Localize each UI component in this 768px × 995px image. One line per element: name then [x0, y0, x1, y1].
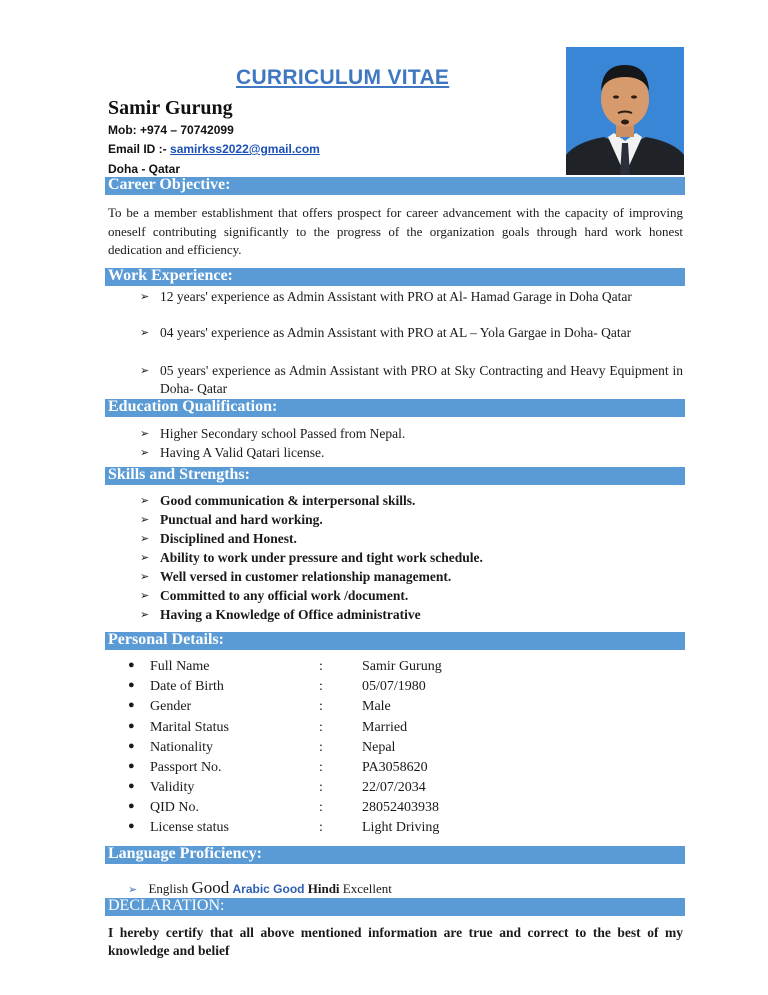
- arrow-bullet-icon: ➢: [140, 589, 150, 602]
- section-work-experience: [105, 268, 685, 286]
- arrow-bullet-icon: ➢: [140, 494, 150, 507]
- hindi-level: Excellent: [342, 881, 392, 896]
- bullet-icon: ●: [128, 800, 135, 812]
- section-declaration: [105, 898, 685, 916]
- section-skills: [105, 467, 685, 485]
- section-title: Personal Details:: [108, 631, 224, 648]
- document-title: CURRICULUM VITAE: [236, 66, 450, 89]
- arrow-bullet-icon: ➢: [140, 364, 150, 377]
- english-label: English: [148, 881, 189, 896]
- section-education: [105, 399, 685, 417]
- email-label: Email ID :-: [108, 142, 167, 156]
- list-item: ➢ Good communication & interpersonal skills.: [140, 493, 416, 508]
- hindi-label: Hindi: [307, 881, 340, 896]
- arrow-bullet-icon: ➢: [140, 608, 150, 621]
- bullet-icon: ●: [128, 659, 135, 671]
- section-title: Skills and Strengths:: [108, 466, 250, 483]
- list-item: ➢ 05 years' experience as Admin Assistant with PRO at Sky Contracting and Heavy Equipment in Doha- Qatar: [140, 363, 683, 396]
- bullet-icon: ●: [128, 699, 135, 711]
- candidate-name: Samir Gurung: [108, 97, 233, 119]
- arrow-bullet-icon: ➢: [128, 883, 138, 896]
- cv-page: CURRICULUM VITAE Samir Gurung Mob: +974 – 70742099 Email ID :- samirkss2022@gmail.com Doha - Qatar Career Objective: To be a member establishment that offers prospect for career advancement with the capacity of improving oneself contributing significantly to the progress of the organization goals through hard work honest dedication and efficiency. Work Experience: ➢ 12 years' experience as Admin Assistant with PRO at Al- Hamad Garage in Doha Qatar ➢ 04 years' experience as Admin Assistant with PRO at AL – Yola Gargae in Doha- Qatar ➢ 05 years' experience as Admin Assistant with PRO at Sky Contracting and Heavy Equipment in Doha- Qatar Education Qualification: ➢ Higher Secondary school Passed from Nepal. ➢ Having A Valid Qatari license. Skills and Strengths: ➢ Good communication & interpersonal skills. ➢ Punctual and hard working. ➢ Disciplined and Honest. ➢ Ability to work under pressure and tight work schedule. ➢ Well versed in customer relationship management. ➢ Committed to any official work /document. ➢ Having a Knowledge of Office administrative Personal Details: ● Full Name : Samir Gurung ● Date of Birth : 05/07/1980 ● Gender : Male ● Marital Status : Married ● Nationality : Nepal ● Passport No. : PA3058620 ● Validity : 22/07/2034 ● QID No. : 28052403938 ● License status : Light Driving Language Proficiency: ➢ English Good Arabic Good Hindi Excellent DECLARATION: I hereby certify that all above mentioned information are true and correct to the best of my knowledge and belief: [0, 0, 768, 995]
- arabic-level: Arabic Good: [232, 882, 305, 896]
- section-title: Work Experience:: [108, 267, 233, 284]
- bullet-icon: ●: [128, 780, 135, 792]
- list-item: ➢ Punctual and hard working.: [140, 512, 323, 527]
- list-item: ➢ 12 years' experience as Admin Assistant with PRO at Al- Hamad Garage in Doha Qatar: [140, 289, 632, 304]
- profile-photo: [566, 47, 684, 175]
- list-item: ➢ Higher Secondary school Passed from Nepal.: [140, 426, 406, 441]
- section-language: [105, 846, 685, 864]
- bullet-icon: ●: [128, 820, 135, 832]
- arrow-bullet-icon: ➢: [140, 570, 150, 583]
- section-career-objective: [105, 177, 685, 195]
- mobile-number: Mob: +974 – 70742099: [108, 123, 234, 137]
- language-line: [128, 878, 392, 898]
- section-personal-details: [105, 632, 685, 650]
- list-item: ➢ Well versed in customer relationship management.: [140, 569, 452, 584]
- list-item: ➢ Having a Knowledge of Office administrative: [140, 607, 421, 622]
- career-objective-text: To be a member establishment that offers prospect for career advancement with the capacity of improving oneself contributing significantly to the progress of the organization goals through hard work honest dedication and efficiency.: [108, 205, 683, 257]
- bullet-icon: ●: [128, 720, 135, 732]
- list-item: ➢ Ability to work under pressure and tight work schedule.: [140, 550, 483, 565]
- section-title: Career Objective:: [108, 176, 231, 193]
- arrow-bullet-icon: ➢: [140, 427, 150, 440]
- bullet-icon: ●: [128, 760, 135, 772]
- list-item: ➢ 04 years' experience as Admin Assistant with PRO at AL – Yola Gargae in Doha- Qatar: [140, 325, 632, 340]
- arrow-bullet-icon: ➢: [140, 532, 150, 545]
- section-title: DECLARATION:: [108, 897, 225, 914]
- english-level: Good: [191, 878, 230, 897]
- arrow-bullet-icon: ➢: [140, 446, 150, 459]
- section-title: Education Qualification:: [108, 398, 278, 415]
- email-link[interactable]: samirkss2022@gmail.com: [170, 142, 320, 156]
- declaration-text: I hereby certify that all above mentioned information are true and correct to the best of my knowledge and belief: [108, 925, 683, 958]
- email-line: [108, 142, 320, 156]
- bullet-icon: ●: [128, 740, 135, 752]
- arrow-bullet-icon: ➢: [140, 326, 150, 339]
- list-item: ➢ Committed to any official work /document.: [140, 588, 409, 603]
- section-title: Language Proficiency:: [108, 845, 262, 862]
- bullet-icon: ●: [128, 679, 135, 691]
- arrow-bullet-icon: ➢: [140, 513, 150, 526]
- arrow-bullet-icon: ➢: [140, 290, 150, 303]
- list-item: ➢ Having A Valid Qatari license.: [140, 445, 325, 460]
- location: Doha - Qatar: [108, 162, 181, 176]
- list-item: ➢ Disciplined and Honest.: [140, 531, 297, 546]
- arrow-bullet-icon: ➢: [140, 551, 150, 564]
